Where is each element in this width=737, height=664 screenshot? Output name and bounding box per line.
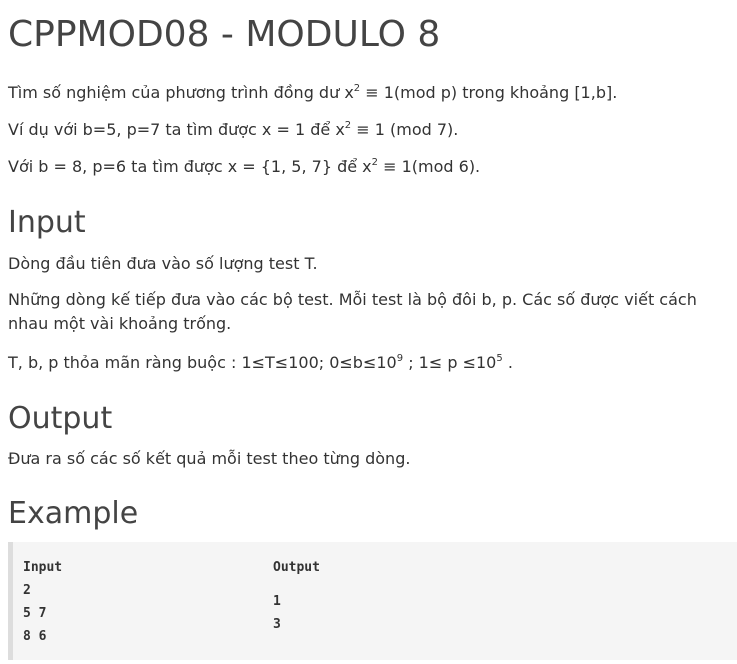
example-input-line: 8 6 xyxy=(23,629,47,644)
example-table xyxy=(8,542,737,660)
example-input-column xyxy=(23,556,62,648)
example-output-header: Output xyxy=(273,560,320,575)
example-output-line xyxy=(273,579,320,590)
statement-line-1: Tìm số nghiệm của phương trình đồng dư $x^2 \equiv 1(mod$ p) trong khoảng [1,b]. xyxy=(8,83,618,102)
statement-line-2: Ví dụ với b=5, p=7 ta tìm được x = 1 để $x^2 \equiv 1$ (mod 7). xyxy=(8,120,459,139)
example-input-line: 5 7 xyxy=(23,606,47,621)
input-line-2: Những dòng kế tiếp đưa vào các bộ test. Mỗi test là bộ đôi b, p. Các số được viết cách nhau một vài khoảng trống. xyxy=(8,290,697,333)
page-title: CPPMOD08 - MODULO 8 xyxy=(8,14,441,55)
example-output-line: 3 xyxy=(273,617,281,632)
example-output-line: 1 xyxy=(273,594,281,609)
input-line-1: Dòng đầu tiên đưa vào số lượng test T. xyxy=(8,254,318,273)
example-output-column xyxy=(273,556,320,636)
input-heading: Input xyxy=(8,205,86,240)
example-input-line: 2 xyxy=(23,583,31,598)
output-line-1: Đưa ra số các số kết quả mỗi test theo từng dòng. xyxy=(8,449,411,468)
example-input-header: Input xyxy=(23,560,63,575)
example-heading: Example xyxy=(8,496,139,531)
output-heading: Output xyxy=(8,401,113,436)
statement-line-3: Với b = 8, p=6 ta tìm được x = {1, 5, 7} để $x^2 \equiv 1(mod$ 6). xyxy=(8,157,481,176)
input-line-3: T, b, p thỏa mãn ràng buộc : 1≤T≤100; $0\le b\le 10^9$ ; $1\le p \le 10^5$ . xyxy=(8,353,513,372)
